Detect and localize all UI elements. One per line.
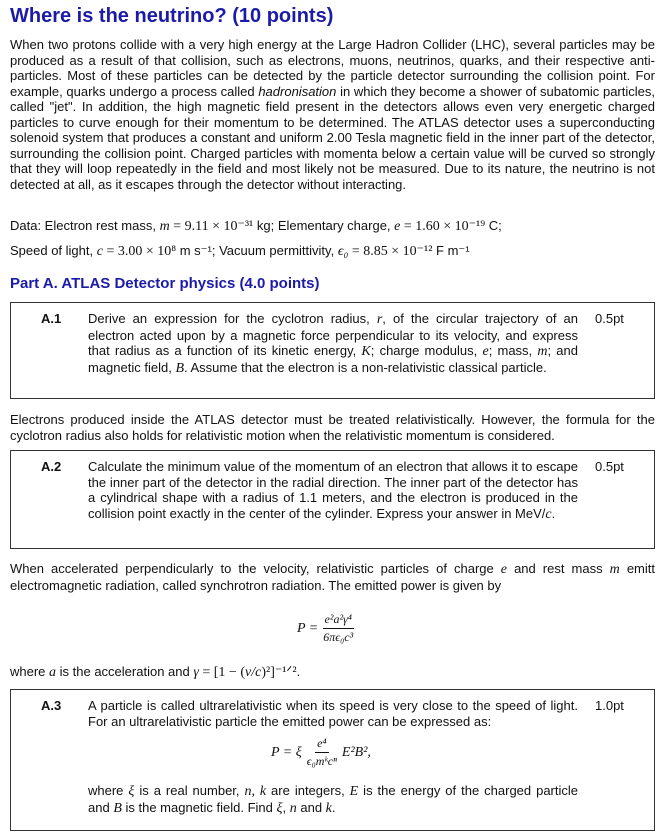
- denominator: ϵ₀mᵏcⁿ: [306, 754, 337, 768]
- math-symbol: a: [49, 665, 57, 680]
- question-text-continued: [88, 783, 578, 816]
- math-symbol: ξ: [276, 800, 283, 816]
- text-run: and: [296, 799, 326, 815]
- text-run: , of the circular trajectory of an electron acted upon by a magnetic force perpendicular to its velocity, and express that radius as a function of its kinetic energy,: [88, 311, 578, 358]
- text-run: When accelerated perpendicularly to the velocity, relativistic particles of charge: [10, 561, 501, 576]
- math-symbol: B: [175, 360, 184, 376]
- text-run: is the magnetic field. Find: [121, 799, 277, 815]
- text-run: Data: Electron rest mass,: [10, 218, 160, 233]
- text-run: F m⁻¹: [432, 243, 470, 258]
- text-run: where: [88, 783, 129, 798]
- fraction: [305, 736, 339, 769]
- text-run: are integers,: [266, 783, 350, 798]
- math-symbol: m: [159, 219, 170, 234]
- text-run: Calculate the minimum value of the momentum of an electron that allows it to escape the inner part of the detector in the radial direction. The inner part of the detector has a cylindrical shape with a radius of 1.1 meters, and the electron is produced in the collision point exactly in the center of the cylinder. Express your answer in MeV/: [88, 459, 578, 521]
- numerator: e⁴: [315, 736, 329, 753]
- data-line-2: [10, 243, 655, 260]
- math-symbol: m: [609, 562, 620, 577]
- question-a3-box: [10, 689, 655, 831]
- math-symbol: e: [394, 219, 401, 234]
- text-run: .: [551, 505, 556, 521]
- relativistic-paragraph: [10, 412, 655, 443]
- text-run: ; charge modulus,: [370, 343, 483, 358]
- math-symbol: E: [349, 784, 359, 799]
- formula-lhs: P = ξ: [271, 744, 302, 760]
- math-symbol: B: [113, 800, 122, 816]
- math-expression: = 1.60 × 10⁻¹⁹: [400, 219, 486, 234]
- text-run: is the energy of the charged particle and: [88, 783, 579, 815]
- text-run: ; and magnetic field,: [88, 343, 578, 375]
- math-symbol: ξ: [128, 784, 135, 799]
- synchrotron-paragraph: [10, 561, 655, 593]
- text-run: m s⁻¹; Vacuum permittivity,: [176, 243, 338, 258]
- power-formula: [297, 612, 358, 645]
- question-a1-box: [10, 302, 655, 399]
- text-run: Electrons produced inside the ATLAS detector must be treated relativistically. However, the formula for the cyclotron radius also holds for relativistic motion when the relativistic momentum is considered.: [10, 412, 655, 443]
- math-expression: )²]⁻¹ᐟ²: [261, 665, 297, 680]
- text-run: .: [331, 799, 336, 815]
- question-points: 0.5pt: [595, 459, 624, 474]
- text-run: . Assume that the electron is a non-relativistic classical particle.: [184, 359, 547, 375]
- question-text: [88, 311, 578, 376]
- question-label: A.1: [41, 311, 62, 326]
- part-a-heading: Part A. ATLAS Detector physics (4.0 points): [10, 275, 320, 292]
- question-points: 1.0pt: [595, 698, 624, 713]
- text-run: A particle is called ultrarelativistic when its speed is very close to the speed of light. For an ultrarelativistic particle the emitted power can be expressed as:: [88, 698, 578, 729]
- text-run: is the acceleration and: [56, 664, 194, 679]
- text-run: in which they become a shower of subatomic particles, called "jet". In addition, the high magnetic field present in the detectors allows even very energetic charged particles to curve enough for their momentum to be determined. The ATLAS detector uses a superconducting solenoid system that produces a constant and uniform 2.00 Tesla magnetic field in the inner part of the detector, surrounding the collision point. Charged particles with momenta below a certain value will be curved so strongly that they will loop repeatedly in the field and most likely not be measured. Due to its nature, the neutrino is not detected at all, as it escapes through the detector without interacting.: [10, 83, 655, 192]
- problem-title: Where is the neutrino? (10 points): [10, 5, 334, 27]
- question-label: A.3: [41, 698, 62, 713]
- math-symbol: c: [96, 244, 103, 259]
- text-run: Derive an expression for the cyclotron radius,: [88, 311, 377, 326]
- math-symbol: n, k: [244, 784, 267, 799]
- math-symbol: k: [325, 800, 332, 816]
- math-symbol: e: [482, 344, 489, 359]
- text-run: When two protons collide with a very high energy at the Large Hadron Collider (LHC), several particles may be produced as a result of that collision, such as electrons, muons, neutrinos, quarks, and their respective anti-particles. Most of these particles can be detected by the particle detector surrounding the collision point. For example, quarks undergo a process called: [10, 37, 655, 99]
- fraction: [321, 612, 355, 645]
- text-run: is a real number,: [134, 783, 245, 798]
- math-symbol: ϵ₀: [337, 244, 349, 259]
- question-text: [88, 698, 578, 729]
- math-symbol: v/c: [245, 665, 262, 680]
- data-line-1: [10, 218, 655, 235]
- math-symbol: γ: [193, 665, 199, 680]
- text-run: Speed of light,: [10, 243, 97, 258]
- where-paragraph: [10, 664, 655, 681]
- text-run: kg; Elementary charge,: [253, 218, 395, 233]
- math-symbol: m: [537, 344, 548, 359]
- math-expression: = 3.00 × 10⁸: [102, 244, 177, 259]
- text-run: where: [10, 664, 50, 679]
- math-expression: = [1 − (: [198, 665, 245, 680]
- math-symbol: K: [361, 344, 371, 359]
- text-run: and rest mass: [507, 561, 610, 576]
- math-symbol: c: [545, 506, 552, 522]
- math-symbol: n: [289, 800, 297, 816]
- denominator: 6πϵ₀c³: [323, 630, 354, 644]
- numerator: e²a²γ⁴: [323, 612, 354, 629]
- math-expression: = 8.85 × 10⁻¹²: [348, 244, 433, 259]
- math-expression: = 9.11 × 10⁻³¹: [169, 219, 254, 234]
- text-run: C;: [485, 218, 502, 233]
- question-points: 0.5pt: [595, 311, 624, 326]
- text-run: ,: [282, 799, 290, 815]
- text-run: .: [296, 664, 301, 679]
- math-symbol: r: [376, 312, 383, 327]
- formula-rhs: E²B²,: [341, 744, 371, 760]
- ultrarelativistic-formula: [271, 736, 371, 769]
- question-label: A.2: [41, 459, 62, 474]
- math-symbol: e: [500, 562, 508, 577]
- text-run: ; mass,: [488, 343, 538, 358]
- text-run: emitt electromagnetic radiation, called synchrotron radiation. The emitted power is given by: [10, 561, 655, 593]
- question-text: [88, 459, 578, 522]
- formula-lhs: P =: [297, 620, 319, 636]
- intro-paragraph: [10, 37, 655, 192]
- question-a2-box: [10, 450, 655, 549]
- text-run: hadronisation: [258, 83, 337, 99]
